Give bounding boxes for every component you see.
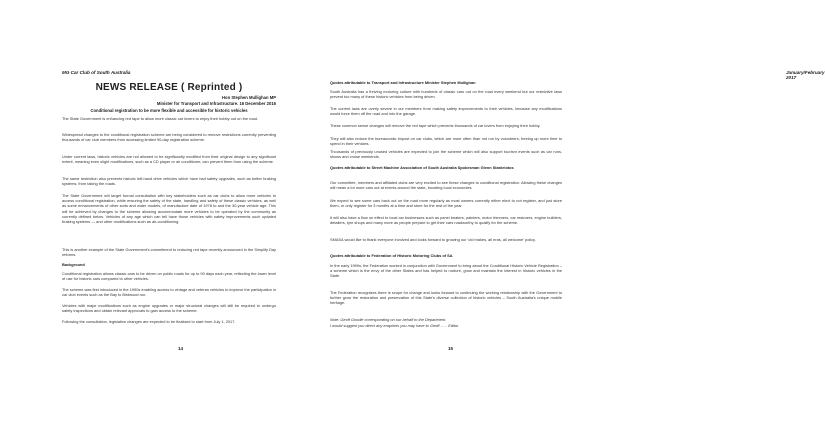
- paragraph: Under current laws, historic vehicles are not allowed to be significantly modified from their original design to any significant extent, meaning even slight modifications, such as a CD player or air conditioner, can prevent them from using the scheme.: [62, 154, 276, 165]
- quote-heading: Quotes attributable to Federation of Historic Motoring Clubs of SA: [330, 253, 453, 258]
- right-page: [300, 0, 825, 424]
- paragraph: Vehicles with major modifications such as engine upgrades or major structural changes will still be required to undergo safety inspections and obtain relevant approvals to gain access to the scheme.: [62, 303, 276, 314]
- editor-note: I would suggest you direct any enquiries you may have to Geoff…… Editor: [330, 323, 459, 328]
- paragraph: Thousands of previously unused vehicles are expected to join the scheme which will also support tourism events such as car runs, shows and cruise weekends.: [330, 149, 562, 160]
- paragraph: The State Government will target formal consultation with key stakeholders such as car clubs to allow more vehicles to access conditional registration, while ensuring the safety of the state, handling and safety of these classic vehicles, as well as some enhancements of other sorts and wider models, of manufacture date of 1978 to and the 30-year vehicle age. This will be achieved by changes to the scheme allowing accommodate more vehicles to be operated by the community as currently defined below. Vehicles of any age which can tell have those vehicles with safety improvements such updated braking systems — and other modifications such as air-conditioning.: [62, 193, 276, 225]
- paragraph: Widespread changes to the conditional registration scheme are being considered to remove restrictions currently preventing thousands of car club members from accessing limited 90-day registration scheme.: [62, 132, 276, 143]
- paragraph: These common sense changes will remove the red tape which prevents thousands of car lovers from enjoying their hobby.: [330, 123, 541, 128]
- paragraph: It will also have a flow on effect to local car businesses such as panel beaters, painters, motor trimmers, car restorers, engine builders, detailers, tyre shops and many more as people prepare to get their cars roadworthy to qualify for the scheme.: [330, 215, 562, 226]
- issue-date-header: January/February 2017: [786, 70, 825, 80]
- minister-name: Hon Stephen Mullighan MP: [222, 95, 276, 100]
- club-header: MG Car Club of South Australia: [62, 70, 131, 75]
- paragraph: We expect to see some cars back out on the road more regularly as most owners currently either elect to not register, and just store them, or only register for 3 months at a time and store for the rest of the year.: [330, 198, 562, 209]
- paragraph: The State Government is enhancing red tape to allow more classic car lovers to enjoy their hobby out on the road.: [62, 116, 258, 121]
- quote-heading: Quotes attributable to Transport and Infrastructure Minister Stephen Mullighan: [330, 80, 476, 85]
- paragraph: The Federation recognises there is scope for change and looks forward to continuing the working relationship with the Government to further grow the restoration and preservation of this State's diverse collection of historic vehicles – South Australia's unique mobile heritage.: [330, 290, 562, 306]
- paragraph: South Australia has a thriving motoring culture with hundreds of classic cars out on the road every weekend but our restrictive laws prevent too many of these historic vehicles from being driven.: [330, 89, 562, 100]
- background-heading: Background: [62, 262, 85, 267]
- page-number: 14: [178, 346, 184, 351]
- paragraph: In the early 1990s, the Federation worked in conjunction with Government to bring about the Conditional Historic Vehicle Registration – a scheme which is the envy of the other States and has helped to nurture, grow and maintain the interest in historic vehicles in the State.: [330, 263, 562, 279]
- paragraph: SMASA would like to thank everyone involved and looks forward to growing our 'old makes, all eras, all welcome' policy.: [330, 237, 536, 242]
- release-subtitle: Conditional registration to be more flexible and accessible for historic vehicles: [90, 108, 248, 113]
- paragraph: The current laws are overly severe in our members from making safety improvements to their vehicles, because any modifications would force them off the road and into the garage.: [330, 106, 562, 117]
- minister-role: Minister for Transport and Infrastructure. 16 December 2016: [156, 101, 276, 106]
- paragraph: The same restriction also prevents historic left-hand drive vehicles which have had safety upgrades, such as better braking systems, from taking the roads.: [62, 176, 276, 187]
- news-release-title: NEWS RELEASE ( Reprinted ): [95, 82, 243, 93]
- paragraph: Our committee, members and affiliated clubs are very excited to see these changes to conditional registration. Allowing these changes will mean a lot more cars out at events around the state, boosting local economies.: [330, 180, 562, 191]
- quote-heading: Quotes attributable to Street Machine Association of South Australia Spokesman Glenn Stanleiotos: [330, 165, 514, 170]
- paragraph: The scheme was first introduced in the 1990s enabling access to vintage and veteran vehicles to improve the participation in car club events such as the Bay to Birdwood run.: [62, 287, 276, 298]
- editor-note: Note: Geoff Goodie corresponding on our behalf to the Department.: [330, 317, 447, 322]
- paragraph: They will also reduce the bureaucratic impost on car clubs, which are more often than not run by volunteers, freeing up more time to spend in their vehicles.: [330, 136, 562, 147]
- paragraph: Following the consultation, legislative changes are expected to be finalised to start from July 1, 2017.: [62, 319, 236, 324]
- page-number: 15: [448, 346, 454, 351]
- paragraph: Conditional registration allows classic cars to be driven on public roads for up to 90 days each year, reflecting the lower level of use for historic cars compared to other vehicles.: [62, 271, 276, 282]
- left-page: [0, 0, 300, 424]
- paragraph: This is another example of the State Government's commitment to reducing red tape recently announced in the Simplify Day reforms.: [62, 247, 276, 258]
